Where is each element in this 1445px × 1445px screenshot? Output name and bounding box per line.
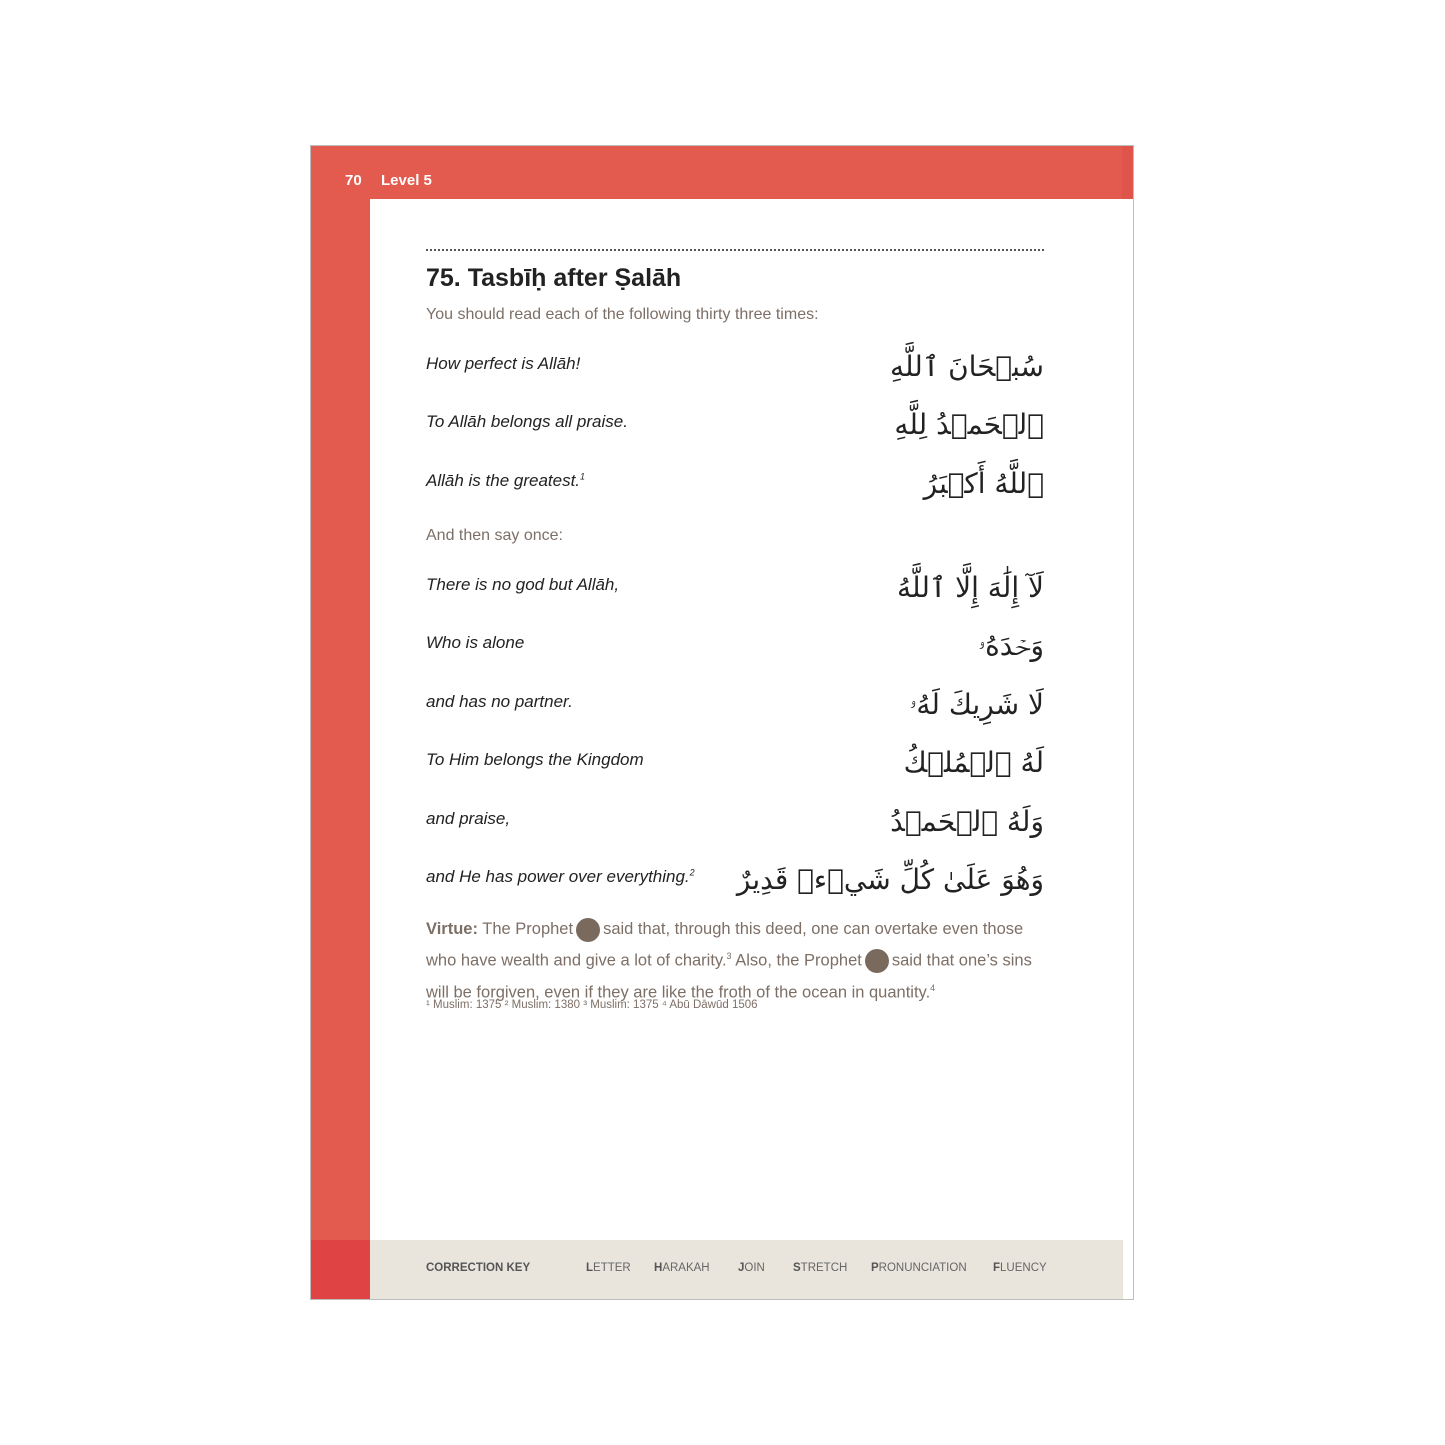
english xyxy=(426,633,524,653)
virtue-label: Virtue: xyxy=(426,920,478,938)
virtue-text: Also, the Prophet xyxy=(735,951,862,970)
english-text: To Allāh belongs all praise. xyxy=(426,412,628,431)
key-rest: RONUNCIATION xyxy=(878,1262,967,1274)
key-rest: LUENCY xyxy=(1000,1262,1047,1274)
english xyxy=(426,412,628,432)
footnote-ref: 1 xyxy=(580,471,586,482)
english-text: How perfect is Allāh! xyxy=(426,354,581,373)
level-label: Level 5 xyxy=(381,172,432,189)
arabic: وَحۡدَهُۥ xyxy=(978,629,1044,662)
english-text: Allāh is the greatest. xyxy=(426,471,581,490)
english xyxy=(426,809,510,829)
key-rest: TRETCH xyxy=(800,1262,848,1274)
dhikr-row xyxy=(426,467,1044,511)
header-band xyxy=(311,146,1133,199)
english xyxy=(426,471,585,491)
virtue-paragraph xyxy=(426,916,1046,1006)
label-text: CORRECTION KEY xyxy=(426,1262,531,1274)
key-initial: J xyxy=(738,1262,745,1274)
correction-key-label xyxy=(426,1262,530,1274)
english-text: and praise, xyxy=(426,809,511,828)
arabic: ٱللَّهُ أَكۡبَرُ xyxy=(923,467,1044,500)
intro-text: You should read each of the following thirty three times: xyxy=(426,306,819,323)
page-number: 70 xyxy=(345,172,362,189)
dhikr-row xyxy=(426,629,1044,673)
arabic: لَهُ ٱلۡمُلۡكُ xyxy=(903,746,1044,779)
arabic: وَلَهُ ٱلۡحَمۡدُ xyxy=(890,805,1044,838)
english xyxy=(426,750,644,770)
arabic: لَآ إِلَٰهَ إِلَّا ٱللَّهُ xyxy=(897,571,1044,604)
english xyxy=(426,575,619,595)
key-pronunciation xyxy=(871,1262,967,1274)
dhikr-row xyxy=(426,408,1044,452)
dhikr-row xyxy=(426,350,1044,394)
key-initial: L xyxy=(586,1262,594,1274)
header-band-edge xyxy=(1122,146,1133,199)
english xyxy=(426,354,580,374)
dhikr-row xyxy=(426,571,1044,615)
english-text: and He has power over everything. xyxy=(426,867,690,886)
correction-key-bar xyxy=(370,1240,1123,1299)
arabic: وَهُوَ عَلَىٰ كُلِّ شَيۡءٖ قَدِيرٌ xyxy=(736,863,1044,896)
dhikr-row xyxy=(426,805,1044,849)
footnote-ref: 4 xyxy=(930,982,936,993)
key-initial: S xyxy=(793,1262,801,1274)
footnote-ref: 3 xyxy=(726,951,732,961)
section-title: 75. Tasbīḥ after Ṣalāh xyxy=(426,264,682,292)
dotted-divider xyxy=(426,249,1044,251)
key-join xyxy=(738,1262,765,1274)
arabic: سُبۡحَانَ ٱللَّهِ xyxy=(890,350,1044,383)
key-initial: F xyxy=(993,1262,1001,1274)
english-text: To Him belongs the Kingdom xyxy=(426,750,644,769)
english xyxy=(426,692,573,712)
key-fluency xyxy=(993,1262,1047,1274)
side-strip xyxy=(311,146,370,1299)
key-rest: OIN xyxy=(744,1262,765,1274)
key-initial: P xyxy=(871,1262,879,1274)
key-letter xyxy=(586,1262,631,1274)
book-page xyxy=(310,145,1134,1300)
references: ¹ Muslim: 1375 ² Muslim: 1380 ³ Muslim: 1375 ⁴ Abū Dāwūd 1506 xyxy=(426,999,758,1011)
footnote-ref: 2 xyxy=(689,867,695,878)
virtue-text: said that one’s sins will be forgiven, even if they are like the froth of the ocean in quantity. xyxy=(426,951,1032,1001)
english-text: and has no partner. xyxy=(426,692,573,711)
then-text: And then say once: xyxy=(426,527,563,544)
key-rest: ETTER xyxy=(593,1262,631,1274)
key-rest: ARAKAH xyxy=(662,1262,710,1274)
english-text: Who is alone xyxy=(426,633,525,652)
arabic: لَا شَرِيكَ لَهُۥ xyxy=(909,688,1044,721)
salawat-seal-icon xyxy=(865,949,889,973)
dhikr-row xyxy=(426,863,1044,907)
dhikr-row xyxy=(426,688,1044,732)
virtue-text: The Prophet xyxy=(482,920,574,938)
key-initial: H xyxy=(654,1262,663,1274)
key-harakah xyxy=(654,1262,710,1274)
english xyxy=(426,867,695,887)
key-stretch xyxy=(793,1262,847,1274)
virtue-text: said that, through this deed, one can overtake even those who have wealth and give a lot of charity. xyxy=(426,920,1024,970)
salawat-seal-icon xyxy=(576,918,600,942)
english-text: There is no god but Allāh, xyxy=(426,575,620,594)
arabic: ٱلۡحَمۡدُ لِلَّهِ xyxy=(894,408,1044,441)
side-strip-footer xyxy=(311,1240,370,1299)
dhikr-row xyxy=(426,746,1044,790)
